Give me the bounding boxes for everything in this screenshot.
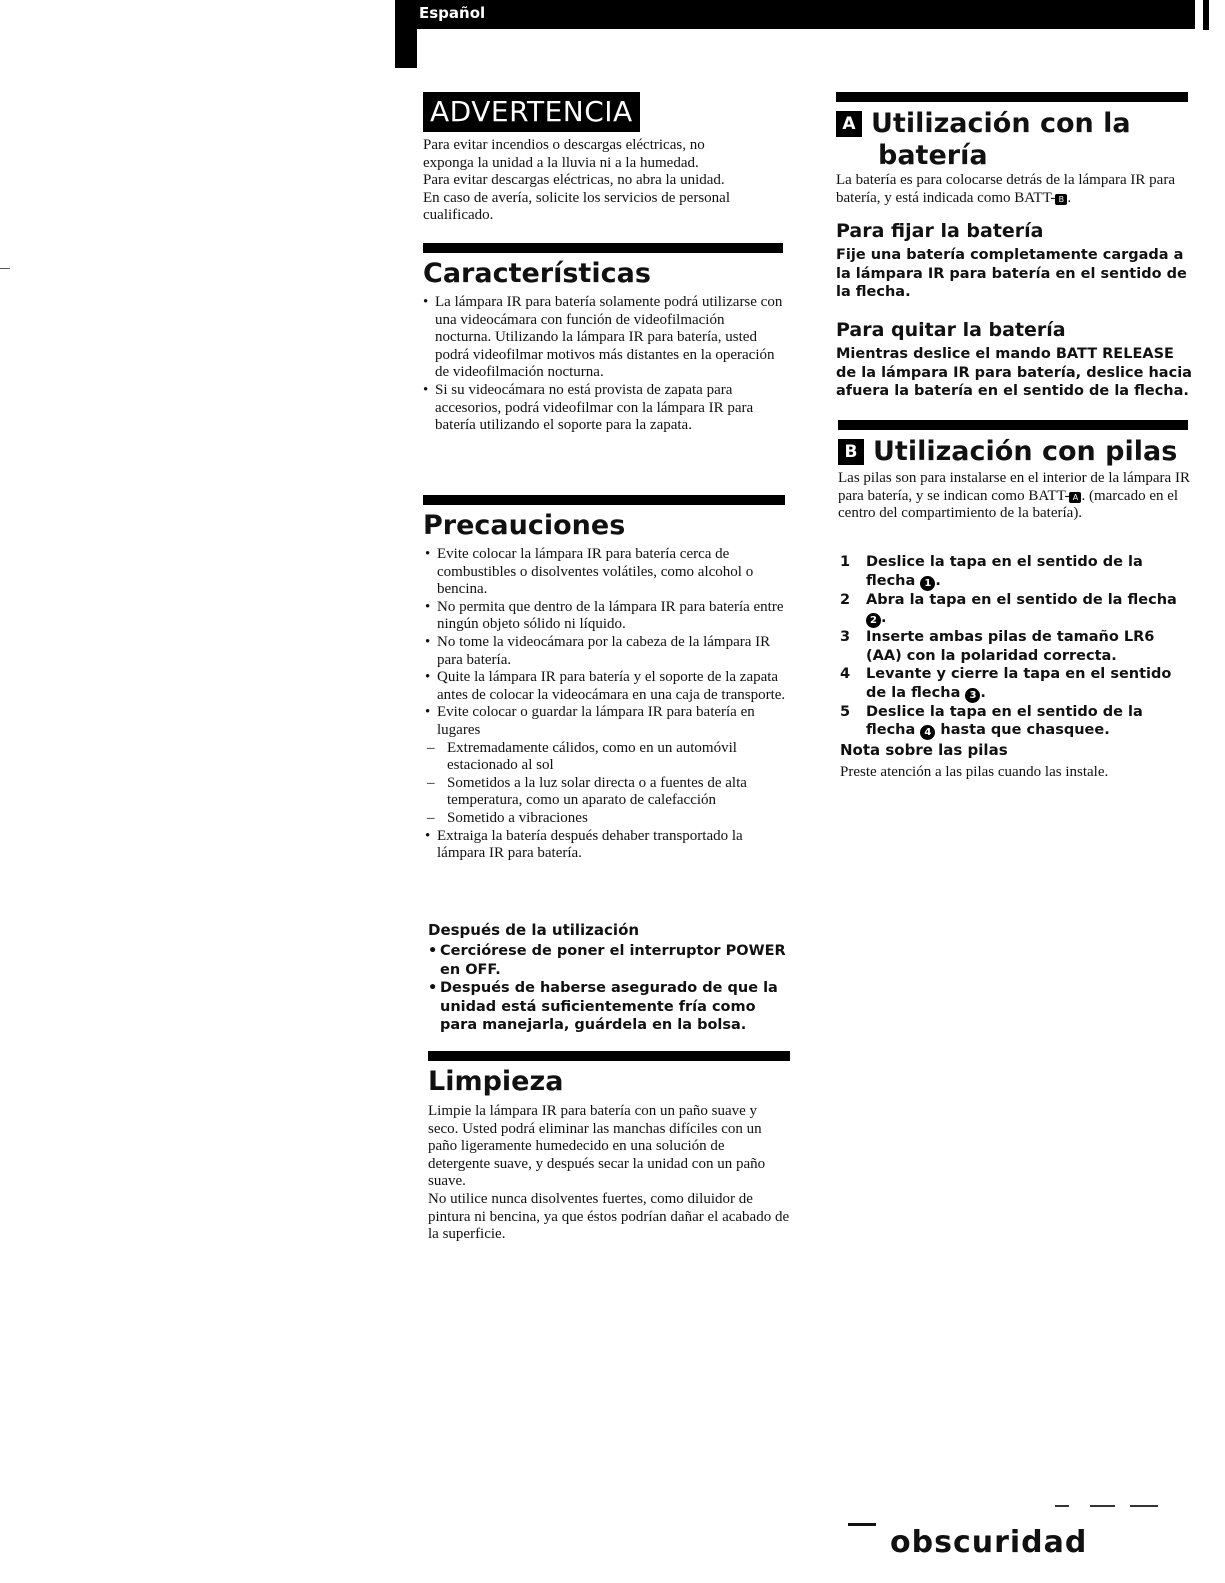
fix-battery-text: Fije una batería completamente cargada a la lámpara IR para batería en el sentido de la flecha.	[836, 247, 1187, 300]
limpieza-text	[428, 1103, 790, 1244]
fix-battery-title: Para fijar la batería	[836, 220, 1044, 242]
limpieza-title: Limpieza	[428, 1066, 564, 1097]
footer-dash	[1090, 1505, 1115, 1507]
margin-mark	[0, 268, 10, 269]
language-label: Español	[419, 4, 486, 22]
list-item: • Extraiga la batería después dehaber transportado la lámpara IR para batería.	[425, 828, 790, 863]
section-rule	[423, 495, 785, 505]
battery-note-title: Nota sobre las pilas	[840, 741, 1008, 759]
step-number: 2	[840, 591, 851, 608]
section-rule	[423, 243, 783, 253]
section-a-intro-text: La batería es para colocarse detrás de la lámpara IR para batería, y está indicada como BATT-	[836, 172, 1175, 206]
warning-line: exponga la unidad a la lluvia ni a la humedad.	[423, 154, 699, 171]
list-item: • No permita que dentro de la lámpara IR para batería entre ningún objeto sólido ni líquido.	[425, 599, 790, 634]
footer-dash	[1130, 1505, 1158, 1507]
list-item	[425, 704, 790, 827]
section-rule	[836, 92, 1188, 102]
after-use-list	[428, 942, 788, 1035]
sub-list-item: – Extremadamente cálidos, como en un automóvil estacionado al sol	[425, 740, 790, 775]
list-item: • Evite colocar la lámpara IR para batería cerca de combustibles o disolventes volátiles, como alcohol o bencina.	[425, 546, 790, 599]
remove-battery-text: Mientras deslice el mando BATT RELEASE de la lámpara IR para batería, deslice hacia afuera la batería en el sentido de la flecha.	[836, 346, 1192, 399]
step-item	[840, 665, 1192, 703]
step-item	[840, 553, 1192, 591]
step-number: 4	[840, 666, 851, 682]
step-number: 3	[840, 629, 851, 645]
step-circle-2-icon: 2	[866, 613, 881, 628]
steps-list	[840, 553, 1192, 740]
batt-a-mark-icon: A	[1069, 492, 1081, 503]
caracteristicas-title: Características	[423, 258, 651, 289]
section-b-title	[838, 436, 1198, 468]
step-item	[840, 628, 1192, 665]
section-b-intro-text: Las pilas son para instalarse en el interior de la lámpara IR para batería, y se indican como BATT-	[838, 470, 1190, 504]
warning-line: Para evitar incendios o descargas eléctricas, no	[423, 137, 705, 153]
section-b-title-text: Utilización con pilas	[873, 436, 1178, 467]
page-tab-marker	[395, 0, 417, 68]
step-after: hasta que chasquee.	[935, 722, 1110, 738]
section-letter-a: A	[836, 111, 862, 137]
section-a-title-line2: batería	[878, 140, 988, 171]
section-a-intro	[836, 172, 1192, 207]
step-text: Inserte ambas pilas de tamaño LR6 (AA) con la polaridad correcta.	[866, 629, 1155, 664]
warning-text	[423, 137, 803, 225]
footer-cropped-word: obscuridad	[890, 1525, 1088, 1560]
list-item: • Si su videocámara no está provista de zapata para accesorios, podrá videofilmar con la lámpara IR para batería utilizando el soporte para la zapata.	[423, 382, 783, 435]
footer-dash	[1055, 1505, 1069, 1507]
step-after: .	[980, 684, 986, 701]
section-rule	[428, 1051, 790, 1061]
warning-line: Para evitar descargas eléctricas, no abra la unidad.	[423, 172, 725, 189]
step-after: .	[935, 572, 941, 589]
step-text: Deslice la tapa en el sentido de la flecha	[866, 703, 1143, 738]
list-item: • Cerciórese de poner el interruptor POWER en OFF.	[428, 942, 788, 979]
step-item	[840, 703, 1192, 741]
list-item: • La lámpara IR para batería solamente podrá utilizarse con una videocámara con función de videofilmación nocturna. Utilizando la lámpara IR para batería, usted podrá videofilmar motivos más distantes en la operación de videofilmación nocturna.	[423, 294, 783, 382]
step-after: .	[881, 610, 887, 626]
section-a-title	[836, 108, 1196, 172]
limpieza-paragraph: No utilice nunca disolventes fuertes, como diluidor de pintura ni bencina, ya que éstos podrían dañar el acabado de la superficie.	[428, 1190, 790, 1243]
step-text: Abra la tapa en el sentido de la flecha	[866, 591, 1177, 608]
step-text: Deslice la tapa en el sentido de la flecha	[866, 554, 1143, 589]
warning-title: ADVERTENCIA	[423, 92, 640, 132]
section-a-intro-end: .	[1067, 189, 1072, 206]
step-number: 5	[840, 703, 851, 720]
precauciones-list	[425, 546, 790, 863]
caracteristicas-list	[423, 294, 783, 435]
step-circle-1-icon: 1	[920, 576, 935, 591]
section-rule	[838, 420, 1188, 430]
limpieza-paragraph: Limpie la lámpara IR para batería con un paño suave y seco. Usted podrá eliminar las manchas difíciles con un paño ligeramente humedecido en una solución de detergente suave, y después secar la unidad con un paño suave.	[428, 1103, 766, 1190]
step-number: 1	[840, 554, 851, 570]
remove-battery-title: Para quitar la batería	[836, 319, 1066, 341]
footer-dash	[848, 1523, 876, 1526]
sub-list-item: – Sometidos a la luz solar directa o a fuentes de alta temperatura, como un aparato de calefacción	[425, 775, 790, 810]
list-item-text: Evite colocar o guardar la lámpara IR para batería en lugares	[437, 704, 755, 738]
section-letter-b: B	[838, 439, 864, 465]
step-circle-3-icon: 3	[965, 688, 980, 703]
step-item	[840, 591, 1192, 629]
list-item: • Después de haberse asegurado de que la unidad está suficientemente fría como para manejarla, guárdela en la bolsa.	[428, 979, 788, 1035]
step-circle-4-icon: 4	[920, 725, 935, 740]
warning-line: En caso de avería, solicite los servicios de personal	[423, 189, 730, 206]
step-text: Levante y cierre la tapa en el sentido de la flecha	[866, 666, 1172, 701]
section-b-intro-end: . (marcado en el centro del compartimiento de la batería).	[838, 487, 1179, 522]
list-item: • No tome la videocámara por la cabeza de la lámpara IR para batería.	[425, 634, 790, 669]
sub-list-item: – Sometido a vibraciones	[425, 810, 790, 828]
precauciones-title: Precauciones	[423, 510, 626, 541]
battery-note-text: Preste atención a las pilas cuando las instale.	[840, 764, 1109, 780]
batt-b-mark-icon: B	[1055, 194, 1067, 205]
section-a-title-line1: Utilización con la	[871, 108, 1131, 139]
edge-mark	[1203, 0, 1209, 30]
after-use-title: Después de la utilización	[428, 921, 640, 939]
language-header-bar	[395, 0, 1195, 29]
warning-line: cualificado.	[423, 207, 494, 224]
list-item: • Quite la lámpara IR para batería y el soporte de la zapata antes de colocar la videocámara en una caja de transporte.	[425, 669, 790, 704]
section-b-intro	[838, 470, 1190, 523]
